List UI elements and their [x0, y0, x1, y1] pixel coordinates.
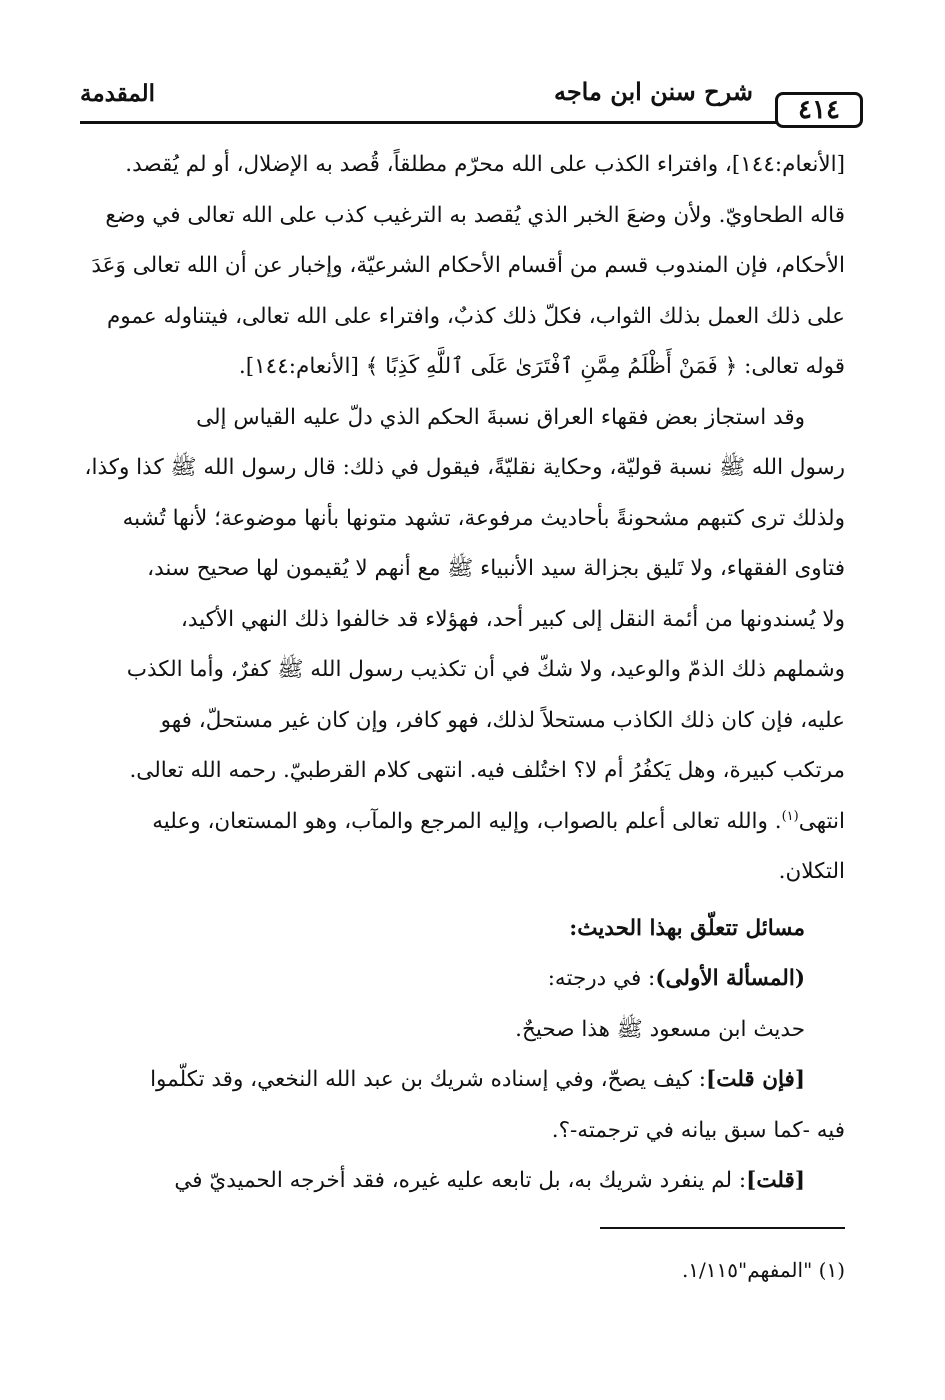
text-line: عليه، فإن كان ذلك الكاذب مستحلاً لذلك، فهو كافر، وإن كان غير مستحلّ، فهو	[160, 707, 845, 733]
text-line: فتاوى الفقهاء، ولا تَليق بجزالة سيد الأنبياء ﷺ مع أنهم لا يُقيمون لها صحيح سند،	[147, 556, 845, 581]
text-line: التكلان.	[778, 859, 845, 884]
text-line: ولذلك ترى كتبهم مشحونةً بأحاديث مرفوعة، تشهد متونها بأنها موضوعة؛ لأنها تُشبه	[122, 505, 845, 531]
footnote-marker[interactable]: (١)	[781, 808, 799, 824]
page-number: ٤١٤	[798, 95, 840, 125]
header-rule	[80, 121, 777, 124]
main-text	[80, 140, 845, 1207]
reply-text: : لم ينفرد شريك به، بل تابعه عليه غيره، فقد أخرجه الحميديّ في	[174, 1168, 747, 1193]
text-line	[80, 797, 845, 848]
objection-line-2: فيه -كما سبق بيانه في ترجمته-؟.	[551, 1117, 845, 1143]
text-fragment: . والله تعالى أعلم بالصواب، وإليه المرجع والمآب، وهو المستعان، وعليه	[152, 808, 782, 834]
text-line: على ذلك العمل بذلك الثواب، فكلّ ذلك كذبٌ، وافتراء على الله تعالى، فيتناوله عموم	[106, 303, 845, 329]
question-text: : في درجته:	[547, 966, 656, 991]
page-number-box	[775, 92, 863, 128]
text-line: الأحكام، فإن المندوب قسم من أقسام الأحكام الشرعيّة، وإخبار عن أن الله تعالى وَعَدَ	[91, 253, 845, 278]
objection-text: : كيف يصحّ، وفي إسناده شريك بن عبد الله النخعي، وقد تكلّموا	[150, 1067, 707, 1092]
objection-label: [فإن قلت]	[706, 1067, 805, 1092]
text-line: رسول الله ﷺ نسبة قوليّة، وحكاية نقليّةً، فيقول في ذلك: قال رسول الله ﷺ كذا وكذا،	[84, 455, 845, 480]
reply-line	[80, 1156, 845, 1207]
text-line: وشملهم ذلك الذمّ والوعيد، ولا شكّ في أن تكذيب رسول الله ﷺ كفرٌ، وأما الكذب	[126, 657, 845, 682]
text-line: مرتكب كبيرة، وهل يَكفُرُ أم لا؟ اختُلف فيه. انتهى كلام القرطبيّ. رحمه الله تعالى.	[129, 758, 845, 783]
question-line	[80, 954, 845, 1005]
book-title: شرح سنن ابن ماجه	[553, 77, 753, 106]
text-line: قوله تعالى: ﴿ فَمَنْ أَظْلَمُ مِمَّنِ ٱفْتَرَىٰ عَلَى ٱللَّهِ كَذِبًا ﴾ [الأنعام:١٤٤].	[238, 354, 845, 379]
section-title: المقدمة	[80, 80, 156, 107]
section-heading: مسائل تتعلّق بهذا الحديث:	[569, 915, 805, 941]
footnote: (١) "المفهم"١/١١٥.	[681, 1258, 845, 1282]
footnote-rule	[600, 1227, 845, 1229]
text-line: قاله الطحاويّ. ولأن وضعَ الخبر الذي يُقصد به الترغيب كذب على الله تعالى في وضع	[105, 202, 845, 228]
text-line: ولا يُسندونها من أئمة النقل إلى كبير أحد، فهؤلاء قد خالفوا ذلك النهي الأكيد،	[180, 606, 845, 632]
text-line: [الأنعام:١٤٤]، وافتراء الكذب على الله محرّم مطلقاً، قُصد به الإضلال، أو لم يُقصد.	[125, 152, 845, 177]
reply-label: [قلت]	[746, 1168, 805, 1193]
answer-line: حديث ابن مسعود ﷺ هذا صحيحٌ.	[515, 1016, 805, 1042]
objection-line	[80, 1055, 845, 1106]
text-line: وقد استجاز بعض فقهاء العراق نسبةَ الحكم الذي دلّ عليه القياس إلى	[196, 404, 805, 430]
question-label: (المسألة الأولى)	[655, 966, 805, 991]
text-fragment: انتهى	[798, 808, 845, 834]
